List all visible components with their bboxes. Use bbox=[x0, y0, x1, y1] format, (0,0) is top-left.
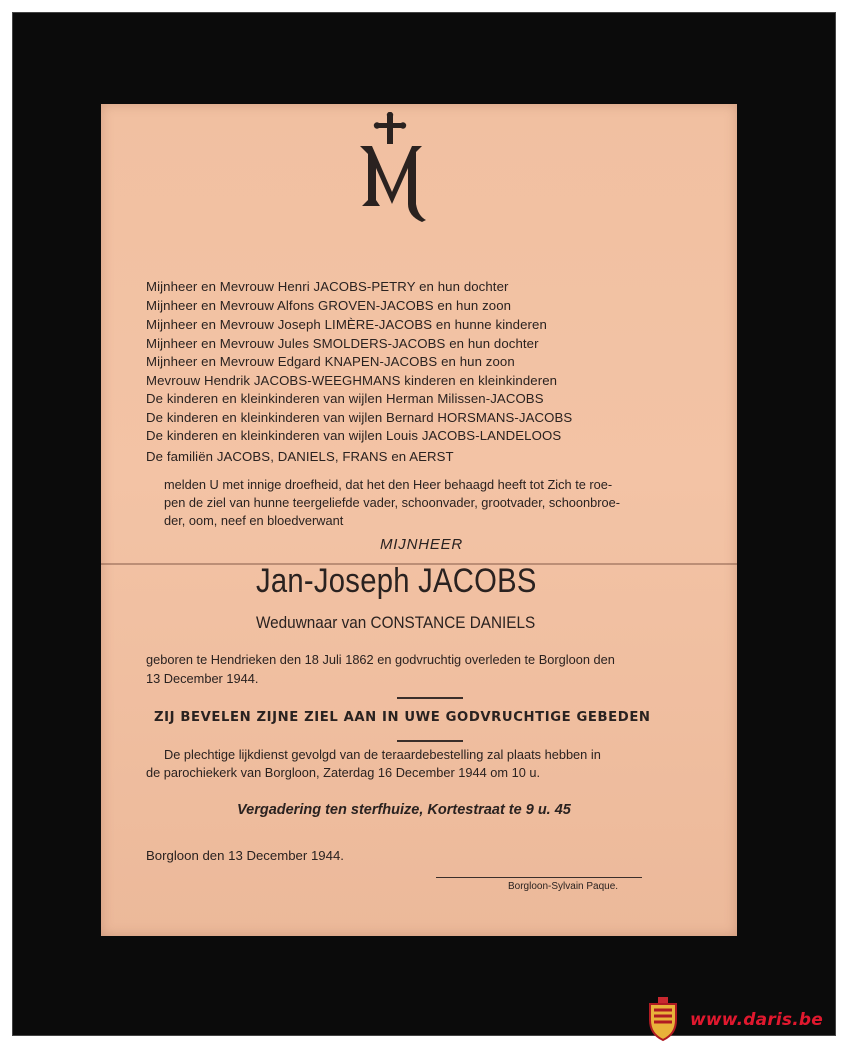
family-line: De kinderen en kleinkinderen van wijlen Louis JACOBS-LANDELOOS bbox=[146, 428, 562, 443]
family-line: Mijnheer en Mevrouw Edgard KNAPEN-JACOBS en hun zoon bbox=[146, 354, 515, 369]
printer-rule bbox=[436, 877, 642, 878]
family-line: Mevrouw Hendrik JACOBS-WEEGHMANS kinderen en kleinkinderen bbox=[146, 373, 558, 388]
divider-rule bbox=[397, 697, 463, 699]
announcement-line: pen de ziel van hunne teergeliefde vader, schoonvader, grootvader, schoonbroe- bbox=[164, 495, 621, 510]
divider-rule bbox=[397, 740, 463, 742]
birth-death-line: 13 December 1944. bbox=[146, 671, 259, 686]
funeral-line: de parochiekerk van Borgloon, Zaterdag 16 December 1944 om 10 u. bbox=[146, 765, 541, 780]
announcement-line: melden U met innige droefheid, dat het den Heer behaagd heeft tot Zich te roe- bbox=[164, 477, 613, 492]
printer-credit: Borgloon-Sylvain Paque. bbox=[508, 881, 619, 892]
crest-icon bbox=[646, 996, 680, 1042]
family-line: Mijnheer en Mevrouw Jules SMOLDERS-JACOBS en hun dochter bbox=[146, 336, 539, 351]
family-line: Mijnheer en Mevrouw Henri JACOBS-PETRY en hun dochter bbox=[146, 279, 509, 294]
family-line: Mijnheer en Mevrouw Joseph LIMÈRE-JACOBS en hunne kinderen bbox=[146, 317, 547, 332]
deceased-name: Jan-Joseph JACOBS bbox=[256, 562, 537, 600]
watermark-site: www.daris.be bbox=[690, 1010, 824, 1030]
honorific-title: MIJNHEER bbox=[380, 536, 464, 553]
funeral-line: De plechtige lijkdienst gevolgd van de teraardebestelling zal plaats hebben in bbox=[164, 747, 601, 762]
announcement-line: der, oom, neef en bloedverwant bbox=[164, 513, 344, 528]
birth-death-line: geboren te Hendrieken den 18 Juli 1862 en godvruchtig overleden te Borgloon den bbox=[146, 652, 615, 667]
family-line: De kinderen en kleinkinderen van wijlen Herman Milissen-JACOBS bbox=[146, 391, 544, 406]
place-date: Borgloon den 13 December 1944. bbox=[146, 848, 344, 863]
family-line: Mijnheer en Mevrouw Alfons GROVEN-JACOBS en hun zoon bbox=[146, 298, 512, 313]
family-line: De familiën JACOBS, DANIELS, FRANS en AERST bbox=[146, 449, 454, 464]
widower-line: Weduwnaar van CONSTANCE DANIELS bbox=[256, 613, 536, 632]
prayer-request: ZIJ BEVELEN ZIJNE ZIEL AAN IN UWE GODVRUCHTIGE GEBEDEN bbox=[154, 710, 651, 725]
gathering-notice: Vergadering ten sterfhuize, Kortestraat te 9 u. 45 bbox=[237, 802, 571, 818]
cross-monogram-icon bbox=[356, 112, 428, 224]
family-line: De kinderen en kleinkinderen van wijlen Bernard HORSMANS-JACOBS bbox=[146, 410, 573, 425]
